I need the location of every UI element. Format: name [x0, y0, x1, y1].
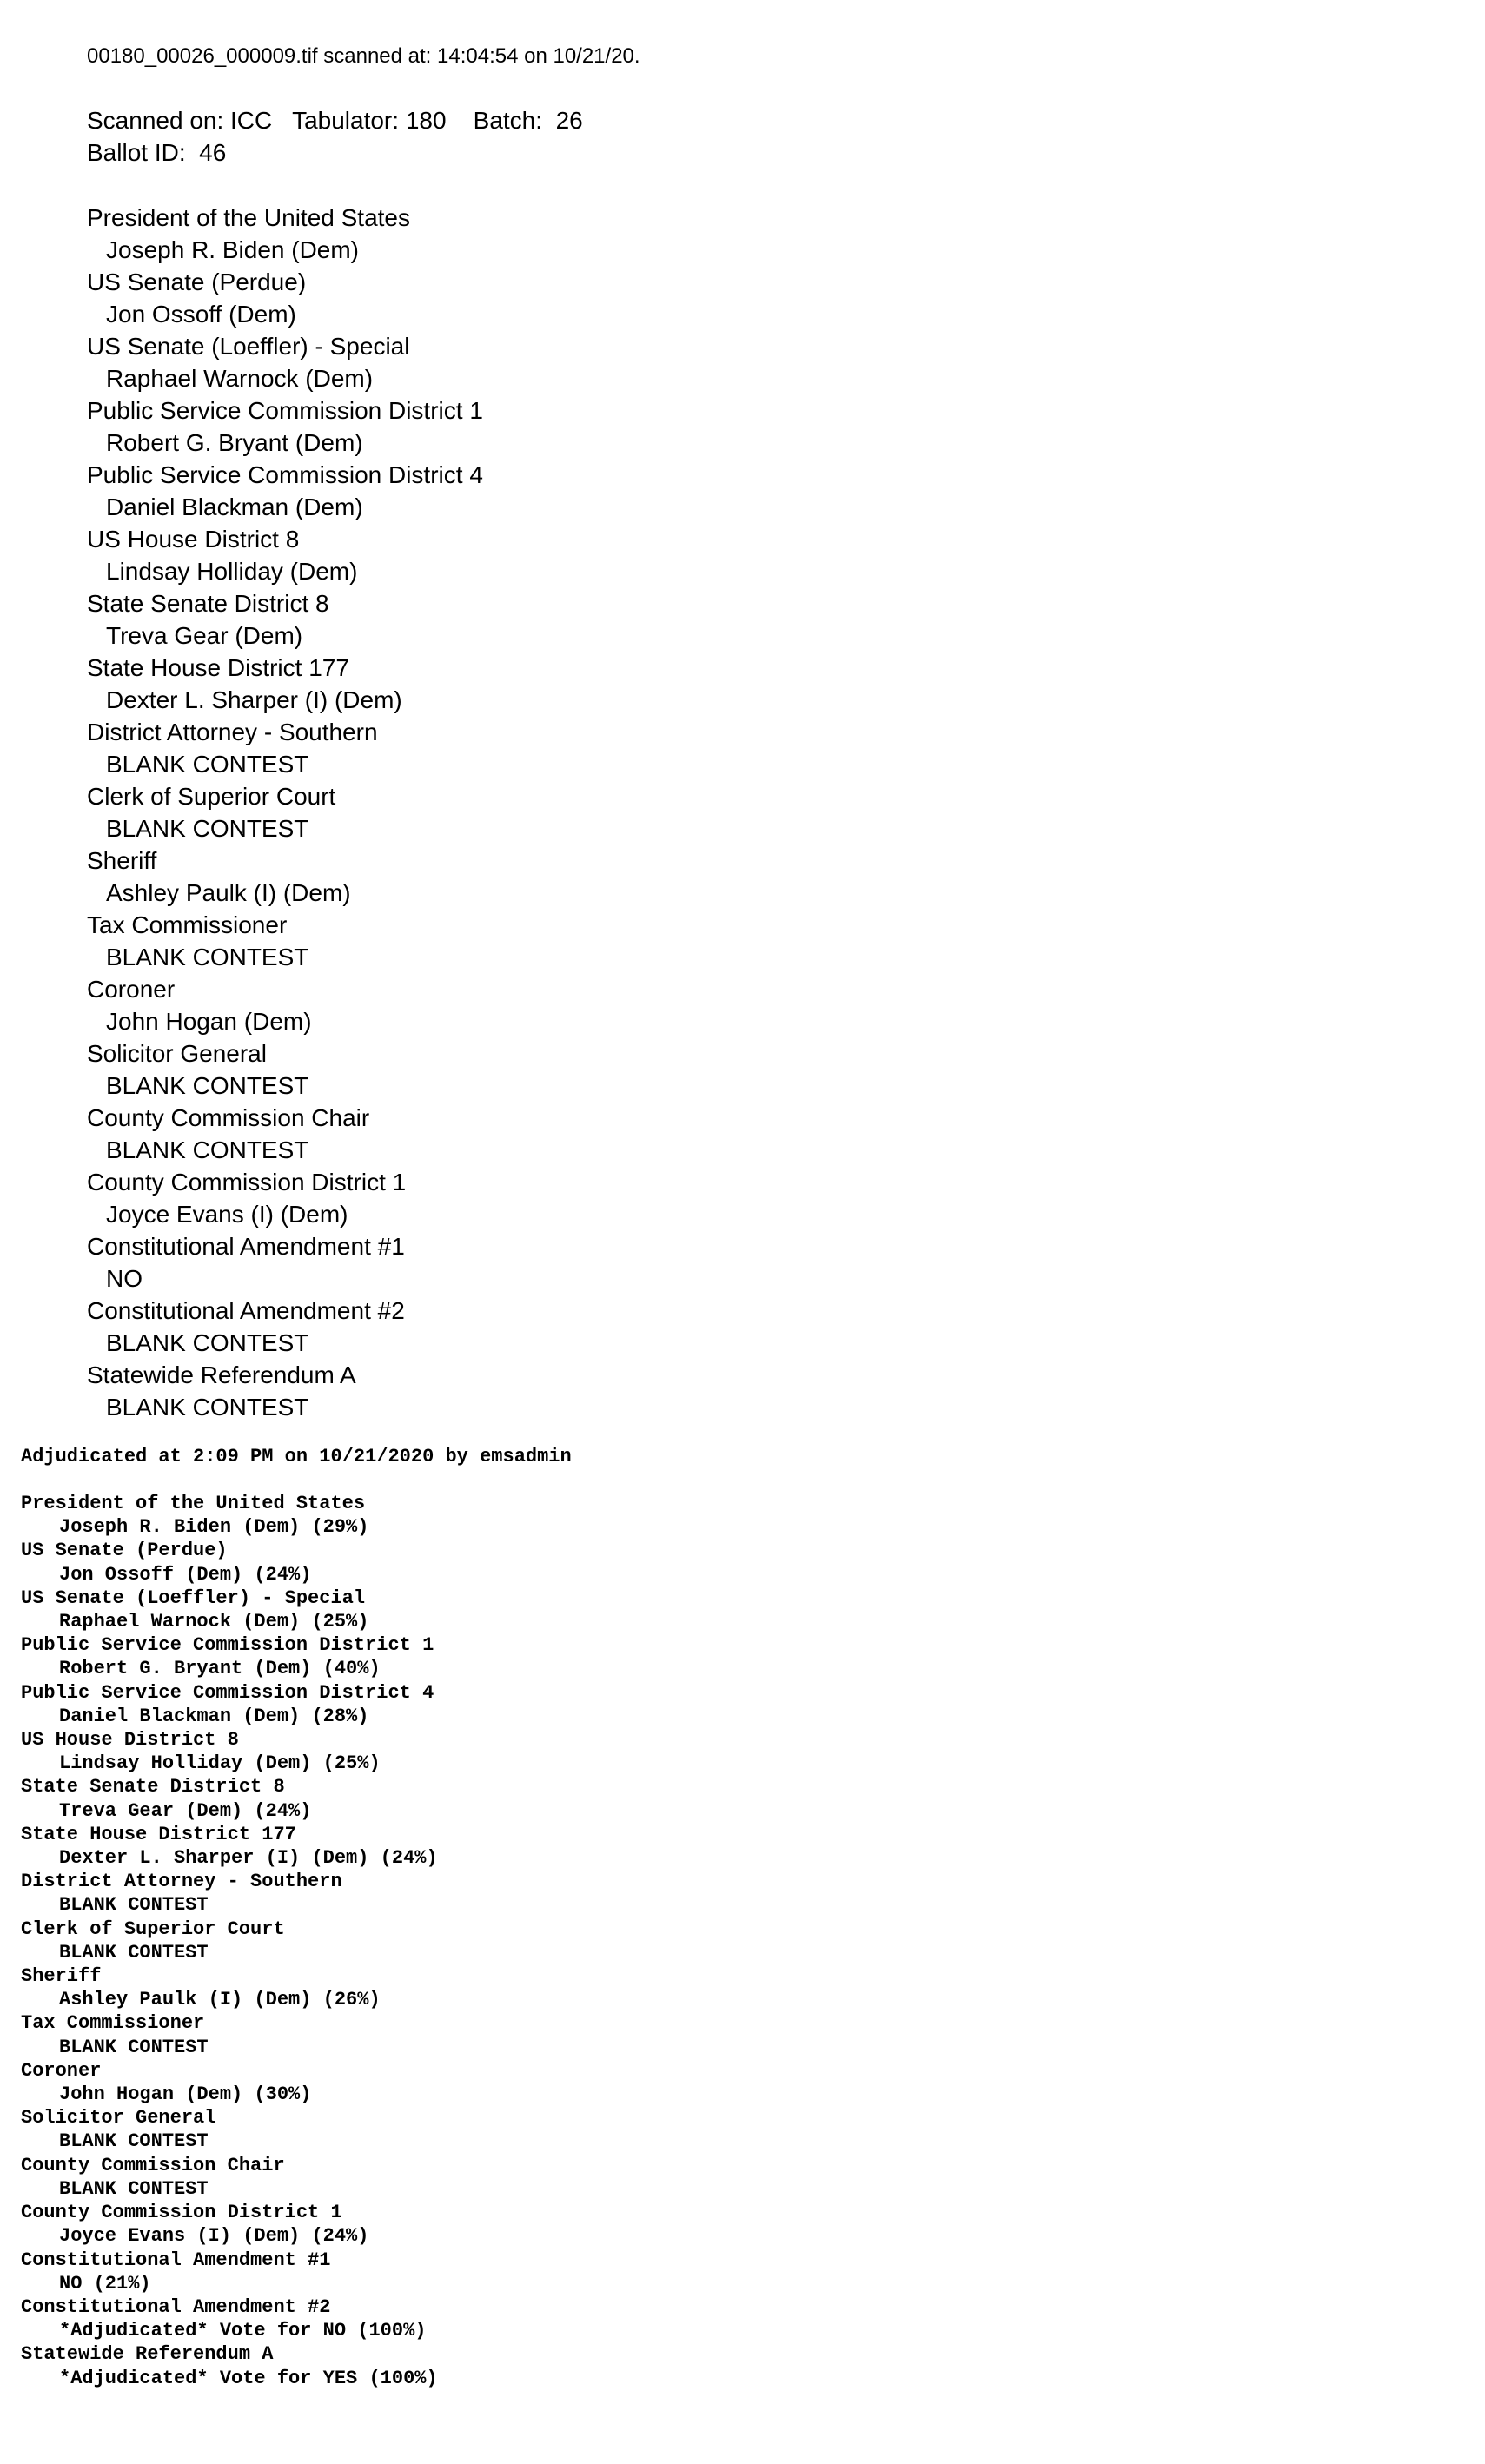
contest-choice: Daniel Blackman (Dem)	[106, 493, 363, 520]
contest-choice: Jon Ossoff (Dem)	[106, 301, 296, 328]
ballot-contest-row	[87, 1359, 640, 1423]
contest-choice: BLANK CONTEST	[106, 1394, 309, 1421]
ballot-contest-row	[87, 909, 640, 973]
adjudication-section	[21, 1445, 572, 2390]
contest-title: Constitutional Amendment #2	[21, 2295, 331, 2318]
contest-choice: Jon Ossoff (Dem) (24%)	[59, 1563, 312, 1586]
contest-choice: John Hogan (Dem) (30%)	[59, 2083, 312, 2106]
adjudication-contest-row	[21, 2106, 572, 2153]
contest-title: Constitutional Amendment #1	[21, 2249, 331, 2271]
contest-choice: Raphael Warnock (Dem) (25%)	[59, 1611, 369, 1633]
adjudication-contest-row	[21, 2154, 572, 2201]
contest-title: Clerk of Superior Court	[21, 1918, 285, 1940]
ballot-contest-row	[87, 780, 640, 845]
adjudication-contest-row	[21, 2342, 572, 2389]
contest-choice: Joyce Evans (I) (Dem) (24%)	[59, 2225, 369, 2248]
ballot-contest-row	[87, 394, 640, 459]
ballot-contest-row	[87, 716, 640, 780]
contest-choice: Lindsay Holliday (Dem)	[106, 558, 358, 585]
contest-choice: BLANK CONTEST	[59, 1894, 209, 1917]
contest-choice: Raphael Warnock (Dem)	[106, 365, 374, 392]
contest-choice: Dexter L. Sharper (I) (Dem)	[106, 686, 402, 713]
adjudication-contest-row	[21, 2011, 572, 2058]
ballot-contest-row	[87, 973, 640, 1037]
contest-title: Tax Commissioner	[21, 2012, 205, 2035]
contest-choice: BLANK CONTEST	[59, 1941, 209, 1964]
contest-title: Sheriff	[21, 1965, 102, 1988]
contest-title: State Senate District 8	[21, 1776, 285, 1798]
contest-title: Public Service Commission District 4	[21, 1681, 434, 1704]
contest-choice: Ashley Paulk (I) (Dem) (26%)	[59, 1989, 381, 2011]
ballot-contest-row	[87, 1037, 640, 1102]
contest-choice: *Adjudicated* Vote for YES (100%)	[59, 2367, 438, 2389]
contest-choice: John Hogan (Dem)	[106, 1008, 312, 1035]
contest-title: US Senate (Loeffler) - Special	[21, 1586, 366, 1609]
contest-title: District Attorney - Southern	[21, 1871, 342, 1893]
contest-choice: BLANK CONTEST	[106, 751, 309, 778]
contest-choice: BLANK CONTEST	[106, 1072, 309, 1099]
contest-title: Solicitor General	[21, 2107, 216, 2130]
contest-title: Clerk of Superior Court	[87, 783, 336, 810]
contest-title: Public Service Commission District 1	[87, 397, 483, 424]
contest-title: District Attorney - Southern	[87, 719, 378, 745]
ballot-contest-row	[87, 845, 640, 909]
contest-title: State House District 177	[87, 654, 349, 681]
contest-choice: Robert G. Bryant (Dem)	[106, 429, 363, 456]
adjudication-contest-row	[21, 1870, 572, 1917]
adjudication-contest-row	[21, 1823, 572, 1870]
contest-choice: BLANK CONTEST	[59, 2177, 209, 2200]
contest-title: County Commission Chair	[21, 2154, 285, 2176]
contest-title: Tax Commissioner	[87, 911, 288, 938]
contest-choice: BLANK CONTEST	[106, 944, 309, 970]
contest-title: State House District 177	[21, 1823, 296, 1845]
scanned-on-line: Scanned on: ICC Tabulator: 180 Batch: 26	[87, 107, 583, 134]
contest-title: President of the United States	[87, 204, 410, 231]
contest-title: Public Service Commission District 1	[21, 1634, 434, 1657]
contest-choice: Treva Gear (Dem) (24%)	[59, 1799, 312, 1822]
contest-choice: Ashley Paulk (I) (Dem)	[106, 879, 351, 906]
contest-choice: BLANK CONTEST	[106, 1329, 309, 1356]
ballot-contest-row	[87, 1166, 640, 1230]
ballot-contest-row	[87, 523, 640, 587]
contest-title: US House District 8	[21, 1729, 239, 1752]
adjudication-contest-row	[21, 1492, 572, 1539]
adjudication-contest-list	[21, 1492, 572, 2390]
adjudication-contest-row	[21, 1728, 572, 1775]
adjudication-header: Adjudicated at 2:09 PM on 10/21/2020 by emsadmin	[21, 1446, 572, 1467]
ballot-id-line: Ballot ID: 46	[87, 139, 227, 166]
ballot-contest-row	[87, 1102, 640, 1166]
contest-choice: *Adjudicated* Vote for NO (100%)	[59, 2320, 427, 2342]
adjudication-contest-row	[21, 2201, 572, 2248]
adjudication-contest-row	[21, 1964, 572, 2011]
contest-title: Solicitor General	[87, 1040, 267, 1067]
contest-title: US House District 8	[87, 526, 300, 553]
contest-title: Statewide Referendum A	[87, 1361, 356, 1388]
contest-choice: Daniel Blackman (Dem) (28%)	[59, 1705, 369, 1727]
contest-title: US Senate (Perdue)	[87, 268, 307, 295]
contest-title: Statewide Referendum A	[21, 2343, 274, 2366]
contest-title: Constitutional Amendment #2	[87, 1297, 405, 1324]
contest-choice: Robert G. Bryant (Dem) (40%)	[59, 1658, 381, 1680]
adjudication-contest-row	[21, 1775, 572, 1822]
contest-choice: Dexter L. Sharper (I) (Dem) (24%)	[59, 1847, 438, 1870]
adjudication-contest-row	[21, 1918, 572, 1964]
contest-choice: NO	[106, 1265, 143, 1292]
adjudication-contest-row	[21, 1633, 572, 1680]
adjudication-contest-row	[21, 2059, 572, 2106]
contest-choice: Treva Gear (Dem)	[106, 622, 303, 649]
adjudication-contest-row	[21, 2249, 572, 2295]
contest-choice: Joseph R. Biden (Dem)	[106, 236, 360, 263]
scan-file-line: 00180_00026_000009.tif scanned at: 14:04:54 on 10/21/20.	[87, 44, 640, 68]
contest-title: Sheriff	[87, 847, 157, 874]
contest-choice: Joseph R. Biden (Dem) (29%)	[59, 1516, 369, 1539]
adjudication-contest-row	[21, 1539, 572, 1586]
contest-title: US Senate (Loeffler) - Special	[87, 333, 410, 360]
ballot-contest-row	[87, 652, 640, 716]
ballot-contest-row	[87, 587, 640, 652]
adjudication-contest-row	[21, 2295, 572, 2342]
contest-title: County Commission District 1	[21, 2202, 342, 2224]
ballot-contest-row	[87, 1230, 640, 1295]
contest-title: Coroner	[87, 976, 176, 1003]
contest-choice: BLANK CONTEST	[106, 815, 309, 842]
contest-title: County Commission District 1	[87, 1169, 407, 1196]
contest-title: County Commission Chair	[87, 1104, 370, 1131]
contest-title: President of the United States	[21, 1493, 366, 1514]
contest-choice: BLANK CONTEST	[106, 1136, 309, 1163]
contest-choice: Lindsay Holliday (Dem) (25%)	[59, 1752, 381, 1775]
ballot-contest-row	[87, 266, 640, 330]
contest-choice: BLANK CONTEST	[59, 2036, 209, 2058]
ballot-contest-row	[87, 202, 640, 266]
contest-choice: BLANK CONTEST	[59, 2130, 209, 2153]
contest-title: Public Service Commission District 4	[87, 461, 483, 488]
contest-choice: NO (21%)	[59, 2272, 151, 2295]
adjudication-contest-row	[21, 1586, 572, 1633]
scan-header-section	[87, 43, 640, 1423]
adjudication-contest-row	[21, 1681, 572, 1728]
ballot-contest-list	[87, 202, 640, 1423]
contest-title: US Senate (Perdue)	[21, 1540, 228, 1562]
ballot-contest-row	[87, 330, 640, 394]
contest-title: Coroner	[21, 2059, 102, 2082]
contest-title: State Senate District 8	[87, 590, 329, 617]
ballot-contest-row	[87, 459, 640, 523]
contest-choice: Joyce Evans (I) (Dem)	[106, 1201, 348, 1228]
ballot-contest-row	[87, 1295, 640, 1359]
contest-title: Constitutional Amendment #1	[87, 1233, 405, 1260]
